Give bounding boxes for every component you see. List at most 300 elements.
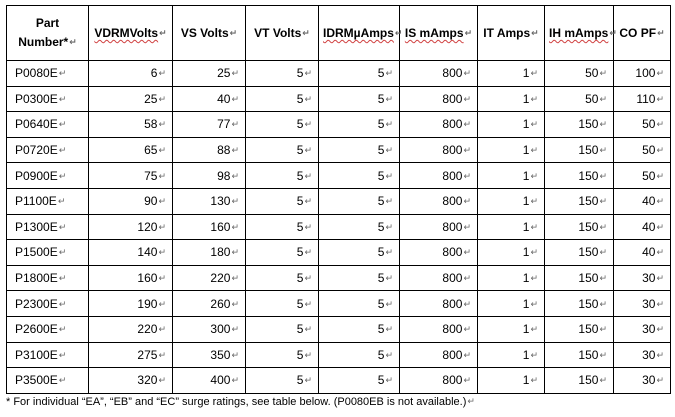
paragraph-mark-icon: ↵ [385, 93, 393, 104]
cell-value: 800 [442, 322, 463, 337]
cell-it [478, 61, 545, 87]
paragraph-mark-icon: ↵ [599, 375, 607, 386]
cell-value: 1 [522, 194, 530, 209]
cell-vdrm [89, 316, 173, 342]
paragraph-mark-icon: ↵ [463, 221, 471, 232]
cell-value: 5 [296, 347, 304, 362]
paragraph-mark-icon: ↵ [530, 298, 538, 309]
cell-value: 800 [442, 117, 463, 132]
paragraph-mark-icon: ↵ [463, 273, 471, 284]
cell-it [478, 163, 545, 189]
paragraph-mark-icon: ↵ [656, 273, 664, 284]
spec-table-container [6, 5, 670, 394]
paragraph-mark-icon: ↵ [530, 221, 538, 232]
cell-value: P2600E [15, 322, 58, 337]
cell-vdrm [89, 188, 173, 214]
cell-ih [545, 86, 614, 112]
paragraph-mark-icon: ↵ [656, 375, 664, 386]
cell-value: 150 [578, 168, 599, 183]
table-row [7, 137, 671, 163]
paragraph-mark-icon: ↵ [158, 324, 166, 335]
cell-value: 6 [150, 66, 158, 81]
paragraph-mark-icon: ↵ [385, 298, 393, 309]
cell-ih [545, 368, 614, 394]
paragraph-mark-icon: ↵ [158, 298, 166, 309]
paragraph-mark-icon: ↵ [58, 349, 67, 360]
paragraph-mark-icon: ↵ [385, 375, 393, 386]
cell-value: P0300E [15, 91, 58, 106]
paragraph-mark-icon: ↵ [304, 247, 312, 258]
paragraph-mark-icon: ↵ [58, 68, 67, 79]
cell-is [400, 368, 478, 394]
cell-value: 160 [137, 271, 158, 286]
cell-value: 275 [137, 347, 158, 362]
paragraph-mark-icon: ↵ [385, 68, 393, 79]
paragraph-mark-icon: ↵ [656, 247, 664, 258]
paragraph-mark-icon: ↵ [231, 68, 239, 79]
paragraph-mark-icon: ↵ [58, 247, 67, 258]
cell-vs [173, 86, 246, 112]
paragraph-mark-icon: ↵ [58, 324, 67, 335]
paragraph-mark-icon: ↵ [464, 28, 473, 38]
paragraph-mark-icon: ↵ [530, 119, 538, 130]
cell-value: P0080E [15, 66, 58, 81]
paragraph-mark-icon: ↵ [158, 93, 166, 104]
cell-value: 30 [642, 296, 656, 311]
cell-it [478, 137, 545, 163]
cell-value: 800 [442, 143, 463, 158]
cell-value: 5 [296, 143, 304, 158]
cell-value: 1 [522, 245, 530, 260]
paragraph-mark-icon: ↵ [229, 28, 238, 38]
cell-value: P0640E [15, 117, 58, 132]
cell-value: 5 [377, 194, 385, 209]
paragraph-mark-icon: ↵ [304, 170, 312, 181]
paragraph-mark-icon: ↵ [304, 273, 312, 284]
cell-value: 400 [210, 373, 231, 388]
cell-ih [545, 342, 614, 368]
paragraph-mark-icon: ↵ [57, 196, 66, 207]
cell-vdrm [89, 163, 173, 189]
cell-value: 50 [642, 117, 656, 132]
cell-co [614, 137, 671, 163]
paragraph-mark-icon: ↵ [656, 145, 664, 156]
cell-is [400, 137, 478, 163]
paragraph-mark-icon: ↵ [599, 247, 607, 258]
cell-value: 1 [522, 117, 530, 132]
paragraph-mark-icon: ↵ [599, 349, 607, 360]
paragraph-mark-icon: ↵ [304, 375, 312, 386]
cell-value: 800 [442, 296, 463, 311]
cell-value: 150 [578, 219, 599, 234]
cell-value: 5 [377, 143, 385, 158]
cell-vdrm [89, 291, 173, 317]
cell-value: P3500E [15, 373, 58, 388]
cell-value: 800 [442, 347, 463, 362]
cell-vdrm [89, 112, 173, 138]
cell-value: 1 [522, 322, 530, 337]
cell-vt [246, 240, 319, 266]
cell-value: 140 [137, 245, 158, 260]
cell-value: 150 [578, 271, 599, 286]
paragraph-mark-icon: ↵ [463, 68, 471, 79]
cell-value: 150 [578, 322, 599, 337]
cell-value: 5 [296, 194, 304, 209]
cell-value: 800 [442, 373, 463, 388]
cell-value: 1 [522, 296, 530, 311]
cell-value: 5 [296, 168, 304, 183]
paragraph-mark-icon: ↵ [304, 93, 312, 104]
paragraph-mark-icon: ↵ [463, 375, 471, 386]
paragraph-mark-icon: ↵ [158, 375, 166, 386]
cell-value: 800 [442, 194, 463, 209]
paragraph-mark-icon: ↵ [656, 170, 664, 181]
cell-vs [173, 137, 246, 163]
cell-it [478, 291, 545, 317]
cell-value: 800 [442, 245, 463, 260]
cell-value: P1800E [15, 271, 58, 286]
cell-value: 5 [377, 117, 385, 132]
cell-vdrm [89, 342, 173, 368]
cell-vs [173, 214, 246, 240]
cell-idrm [319, 368, 400, 394]
paragraph-mark-icon: ↵ [304, 119, 312, 130]
cell-value: 30 [642, 373, 656, 388]
cell-value: 120 [137, 219, 158, 234]
paragraph-mark-icon: ↵ [530, 273, 538, 284]
cell-is [400, 188, 478, 214]
cell-value: 5 [377, 168, 385, 183]
paragraph-mark-icon: ↵ [599, 93, 607, 104]
cell-value: 5 [377, 271, 385, 286]
cell-vdrm [89, 368, 173, 394]
cell-vt [246, 214, 319, 240]
paragraph-mark-icon: ↵ [385, 324, 393, 335]
cell-idrm [319, 214, 400, 240]
cell-value: 160 [210, 219, 231, 234]
cell-value: 40 [642, 194, 656, 209]
cell-is [400, 342, 478, 368]
cell-value: 1 [522, 219, 530, 234]
cell-it [478, 214, 545, 240]
paragraph-mark-icon: ↵ [385, 221, 393, 232]
cell-vt [246, 86, 319, 112]
paragraph-mark-icon: ↵ [231, 273, 239, 284]
cell-value: P1500E [15, 245, 58, 260]
column-header-part-number [7, 6, 89, 61]
cell-value: 50 [642, 143, 656, 158]
cell-ih [545, 61, 614, 87]
column-header-ih-mamps [545, 6, 617, 61]
paragraph-mark-icon: ↵ [158, 145, 166, 156]
cell-co [614, 342, 671, 368]
table-row [7, 61, 671, 87]
paragraph-mark-icon: ↵ [599, 273, 607, 284]
cell-vdrm [89, 137, 173, 163]
paragraph-mark-icon: ↵ [463, 247, 471, 258]
cell-value: 100 [635, 66, 656, 81]
cell-is [400, 112, 478, 138]
cell-ih [545, 137, 614, 163]
paragraph-mark-icon: ↵ [463, 298, 471, 309]
paragraph-mark-icon: ↵ [231, 247, 239, 258]
cell-value: 220 [137, 322, 158, 337]
paragraph-mark-icon: ↵ [158, 221, 166, 232]
cell-ih [545, 112, 614, 138]
paragraph-mark-icon: ↵ [304, 68, 312, 79]
paragraph-mark-icon: ↵ [530, 68, 538, 79]
paragraph-mark-icon: ↵ [530, 375, 538, 386]
cell-vdrm [89, 265, 173, 291]
cell-it [478, 86, 545, 112]
cell-value: 180 [210, 245, 231, 260]
paragraph-mark-icon: ↵ [58, 145, 67, 156]
cell-co [614, 61, 671, 87]
cell-value: 5 [296, 91, 304, 106]
cell-value: 220 [210, 271, 231, 286]
cell-value: 5 [296, 245, 304, 260]
paragraph-mark-icon: ↵ [231, 375, 239, 386]
paragraph-mark-icon: ↵ [302, 28, 310, 38]
cell-value: 5 [296, 373, 304, 388]
cell-idrm [319, 240, 400, 266]
paragraph-mark-icon: ↵ [231, 119, 239, 130]
cell-vs [173, 112, 246, 138]
cell-is [400, 214, 478, 240]
cell-vt [246, 163, 319, 189]
cell-idrm [319, 316, 400, 342]
paragraph-mark-icon: ↵ [385, 145, 393, 156]
cell-ih [545, 316, 614, 342]
cell-co [614, 265, 671, 291]
paragraph-mark-icon: ↵ [463, 349, 471, 360]
header-label: IS mAmps [404, 26, 464, 40]
cell-value: 50 [585, 91, 599, 106]
cell-part [7, 368, 89, 394]
paragraph-mark-icon: ↵ [231, 324, 239, 335]
paragraph-mark-icon: ↵ [656, 324, 664, 335]
cell-co [614, 188, 671, 214]
paragraph-mark-icon: ↵ [385, 273, 393, 284]
cell-value: 1 [522, 373, 530, 388]
paragraph-mark-icon: ↵ [58, 93, 67, 104]
cell-vt [246, 265, 319, 291]
cell-value: 5 [296, 66, 304, 81]
table-body [7, 61, 671, 394]
paragraph-mark-icon: ↵ [231, 349, 239, 360]
cell-idrm [319, 291, 400, 317]
cell-co [614, 112, 671, 138]
cell-part [7, 265, 89, 291]
cell-part [7, 86, 89, 112]
cell-vs [173, 61, 246, 87]
cell-value: 5 [377, 219, 385, 234]
cell-part [7, 188, 89, 214]
cell-vdrm [89, 214, 173, 240]
cell-part [7, 61, 89, 87]
cell-value: 800 [442, 271, 463, 286]
cell-idrm [319, 112, 400, 138]
cell-vdrm [89, 86, 173, 112]
paragraph-mark-icon: ↵ [656, 93, 664, 104]
cell-idrm [319, 137, 400, 163]
cell-value: 190 [137, 296, 158, 311]
cell-value: 65 [144, 143, 158, 158]
cell-value: 150 [578, 245, 599, 260]
paragraph-mark-icon: ↵ [158, 119, 166, 130]
paragraph-mark-icon: ↵ [58, 221, 67, 232]
paragraph-mark-icon: ↵ [599, 196, 607, 207]
cell-it [478, 112, 545, 138]
cell-value: 40 [217, 91, 231, 106]
column-header-vs-volts [173, 6, 246, 61]
cell-is [400, 240, 478, 266]
paragraph-mark-icon: ↵ [530, 145, 538, 156]
cell-value: 30 [642, 271, 656, 286]
cell-value: 150 [578, 194, 599, 209]
cell-idrm [319, 163, 400, 189]
cell-value: 90 [144, 194, 158, 209]
table-row [7, 112, 671, 138]
cell-co [614, 163, 671, 189]
cell-value: 5 [296, 117, 304, 132]
cell-value: P1300E [15, 219, 58, 234]
footnote-text: * For individual “EA”, “EB” and “EC” surge ratings, see table below. (P0080EB is not available.) [6, 396, 467, 408]
cell-value: 58 [144, 117, 158, 132]
paragraph-mark-icon: ↵ [69, 37, 77, 47]
column-header-co-pf [614, 6, 671, 61]
header-label: CO PF [619, 26, 657, 40]
cell-value: 5 [296, 271, 304, 286]
table-row [7, 214, 671, 240]
paragraph-mark-icon: ↵ [530, 324, 538, 335]
table-row [7, 188, 671, 214]
paragraph-mark-icon: ↵ [231, 93, 239, 104]
cell-value: P2300E [15, 296, 58, 311]
cell-ih [545, 291, 614, 317]
cell-vt [246, 137, 319, 163]
paragraph-mark-icon: ↵ [463, 145, 471, 156]
table-row [7, 163, 671, 189]
cell-value: 1 [522, 91, 530, 106]
cell-value: 5 [377, 347, 385, 362]
cell-value: 25 [144, 91, 158, 106]
cell-value: 5 [377, 373, 385, 388]
cell-part [7, 112, 89, 138]
cell-is [400, 61, 478, 87]
cell-value: 5 [377, 66, 385, 81]
table-row [7, 342, 671, 368]
cell-it [478, 342, 545, 368]
paragraph-mark-icon: ↵ [304, 196, 312, 207]
cell-vt [246, 368, 319, 394]
paragraph-mark-icon: ↵ [463, 93, 471, 104]
cell-value: 50 [585, 66, 599, 81]
header-label: IT Amps [483, 26, 531, 40]
cell-value: 30 [642, 322, 656, 337]
cell-value: 1 [522, 271, 530, 286]
column-header-vt-volts [246, 6, 319, 61]
cell-it [478, 240, 545, 266]
cell-part [7, 214, 89, 240]
paragraph-mark-icon: ↵ [599, 221, 607, 232]
paragraph-mark-icon: ↵ [58, 298, 67, 309]
table-row [7, 240, 671, 266]
cell-value: 5 [377, 322, 385, 337]
header-label: VS Volts [180, 26, 229, 40]
paragraph-mark-icon: ↵ [463, 170, 471, 181]
cell-value: 350 [210, 347, 231, 362]
header-row [7, 6, 671, 61]
paragraph-mark-icon: ↵ [463, 196, 471, 207]
paragraph-mark-icon: ↵ [599, 298, 607, 309]
cell-value: 30 [642, 347, 656, 362]
paragraph-mark-icon: ↵ [158, 273, 166, 284]
paragraph-mark-icon: ↵ [656, 298, 664, 309]
cell-vt [246, 61, 319, 87]
cell-part [7, 291, 89, 317]
cell-value: 75 [144, 168, 158, 183]
cell-value: 5 [377, 245, 385, 260]
cell-value: 800 [442, 91, 463, 106]
cell-vt [246, 291, 319, 317]
cell-value: 320 [137, 373, 158, 388]
cell-vs [173, 188, 246, 214]
cell-value: 260 [210, 296, 231, 311]
cell-idrm [319, 188, 400, 214]
cell-idrm [319, 86, 400, 112]
cell-it [478, 368, 545, 394]
cell-it [478, 316, 545, 342]
cell-part [7, 240, 89, 266]
paragraph-mark-icon: ↵ [385, 196, 393, 207]
cell-value: 800 [442, 219, 463, 234]
cell-idrm [319, 61, 400, 87]
cell-value: 150 [578, 143, 599, 158]
cell-vdrm [89, 61, 173, 87]
cell-value: 110 [636, 91, 656, 106]
paragraph-mark-icon: ↵ [656, 196, 664, 207]
cell-part [7, 163, 89, 189]
header-label: VDRMVolts [94, 26, 159, 40]
cell-vs [173, 240, 246, 266]
paragraph-mark-icon: ↵ [304, 349, 312, 360]
cell-idrm [319, 265, 400, 291]
paragraph-mark-icon: ↵ [530, 247, 538, 258]
cell-value: 5 [377, 296, 385, 311]
paragraph-mark-icon: ↵ [531, 28, 539, 38]
cell-vt [246, 316, 319, 342]
cell-ih [545, 240, 614, 266]
cell-value: 800 [442, 168, 463, 183]
paragraph-mark-icon: ↵ [159, 28, 167, 38]
cell-value: 800 [442, 66, 463, 81]
paragraph-mark-icon: ↵ [599, 324, 607, 335]
table-row [7, 265, 671, 291]
cell-ih [545, 188, 614, 214]
paragraph-mark-icon: ↵ [609, 28, 617, 38]
paragraph-mark-icon: ↵ [158, 170, 166, 181]
cell-idrm [319, 342, 400, 368]
paragraph-mark-icon: ↵ [463, 324, 471, 335]
cell-value: 5 [296, 322, 304, 337]
paragraph-mark-icon: ↵ [158, 349, 166, 360]
cell-is [400, 316, 478, 342]
paragraph-mark-icon: ↵ [657, 28, 665, 38]
paragraph-mark-icon: ↵ [599, 170, 607, 181]
cell-ih [545, 214, 614, 240]
paragraph-mark-icon: ↵ [530, 170, 538, 181]
